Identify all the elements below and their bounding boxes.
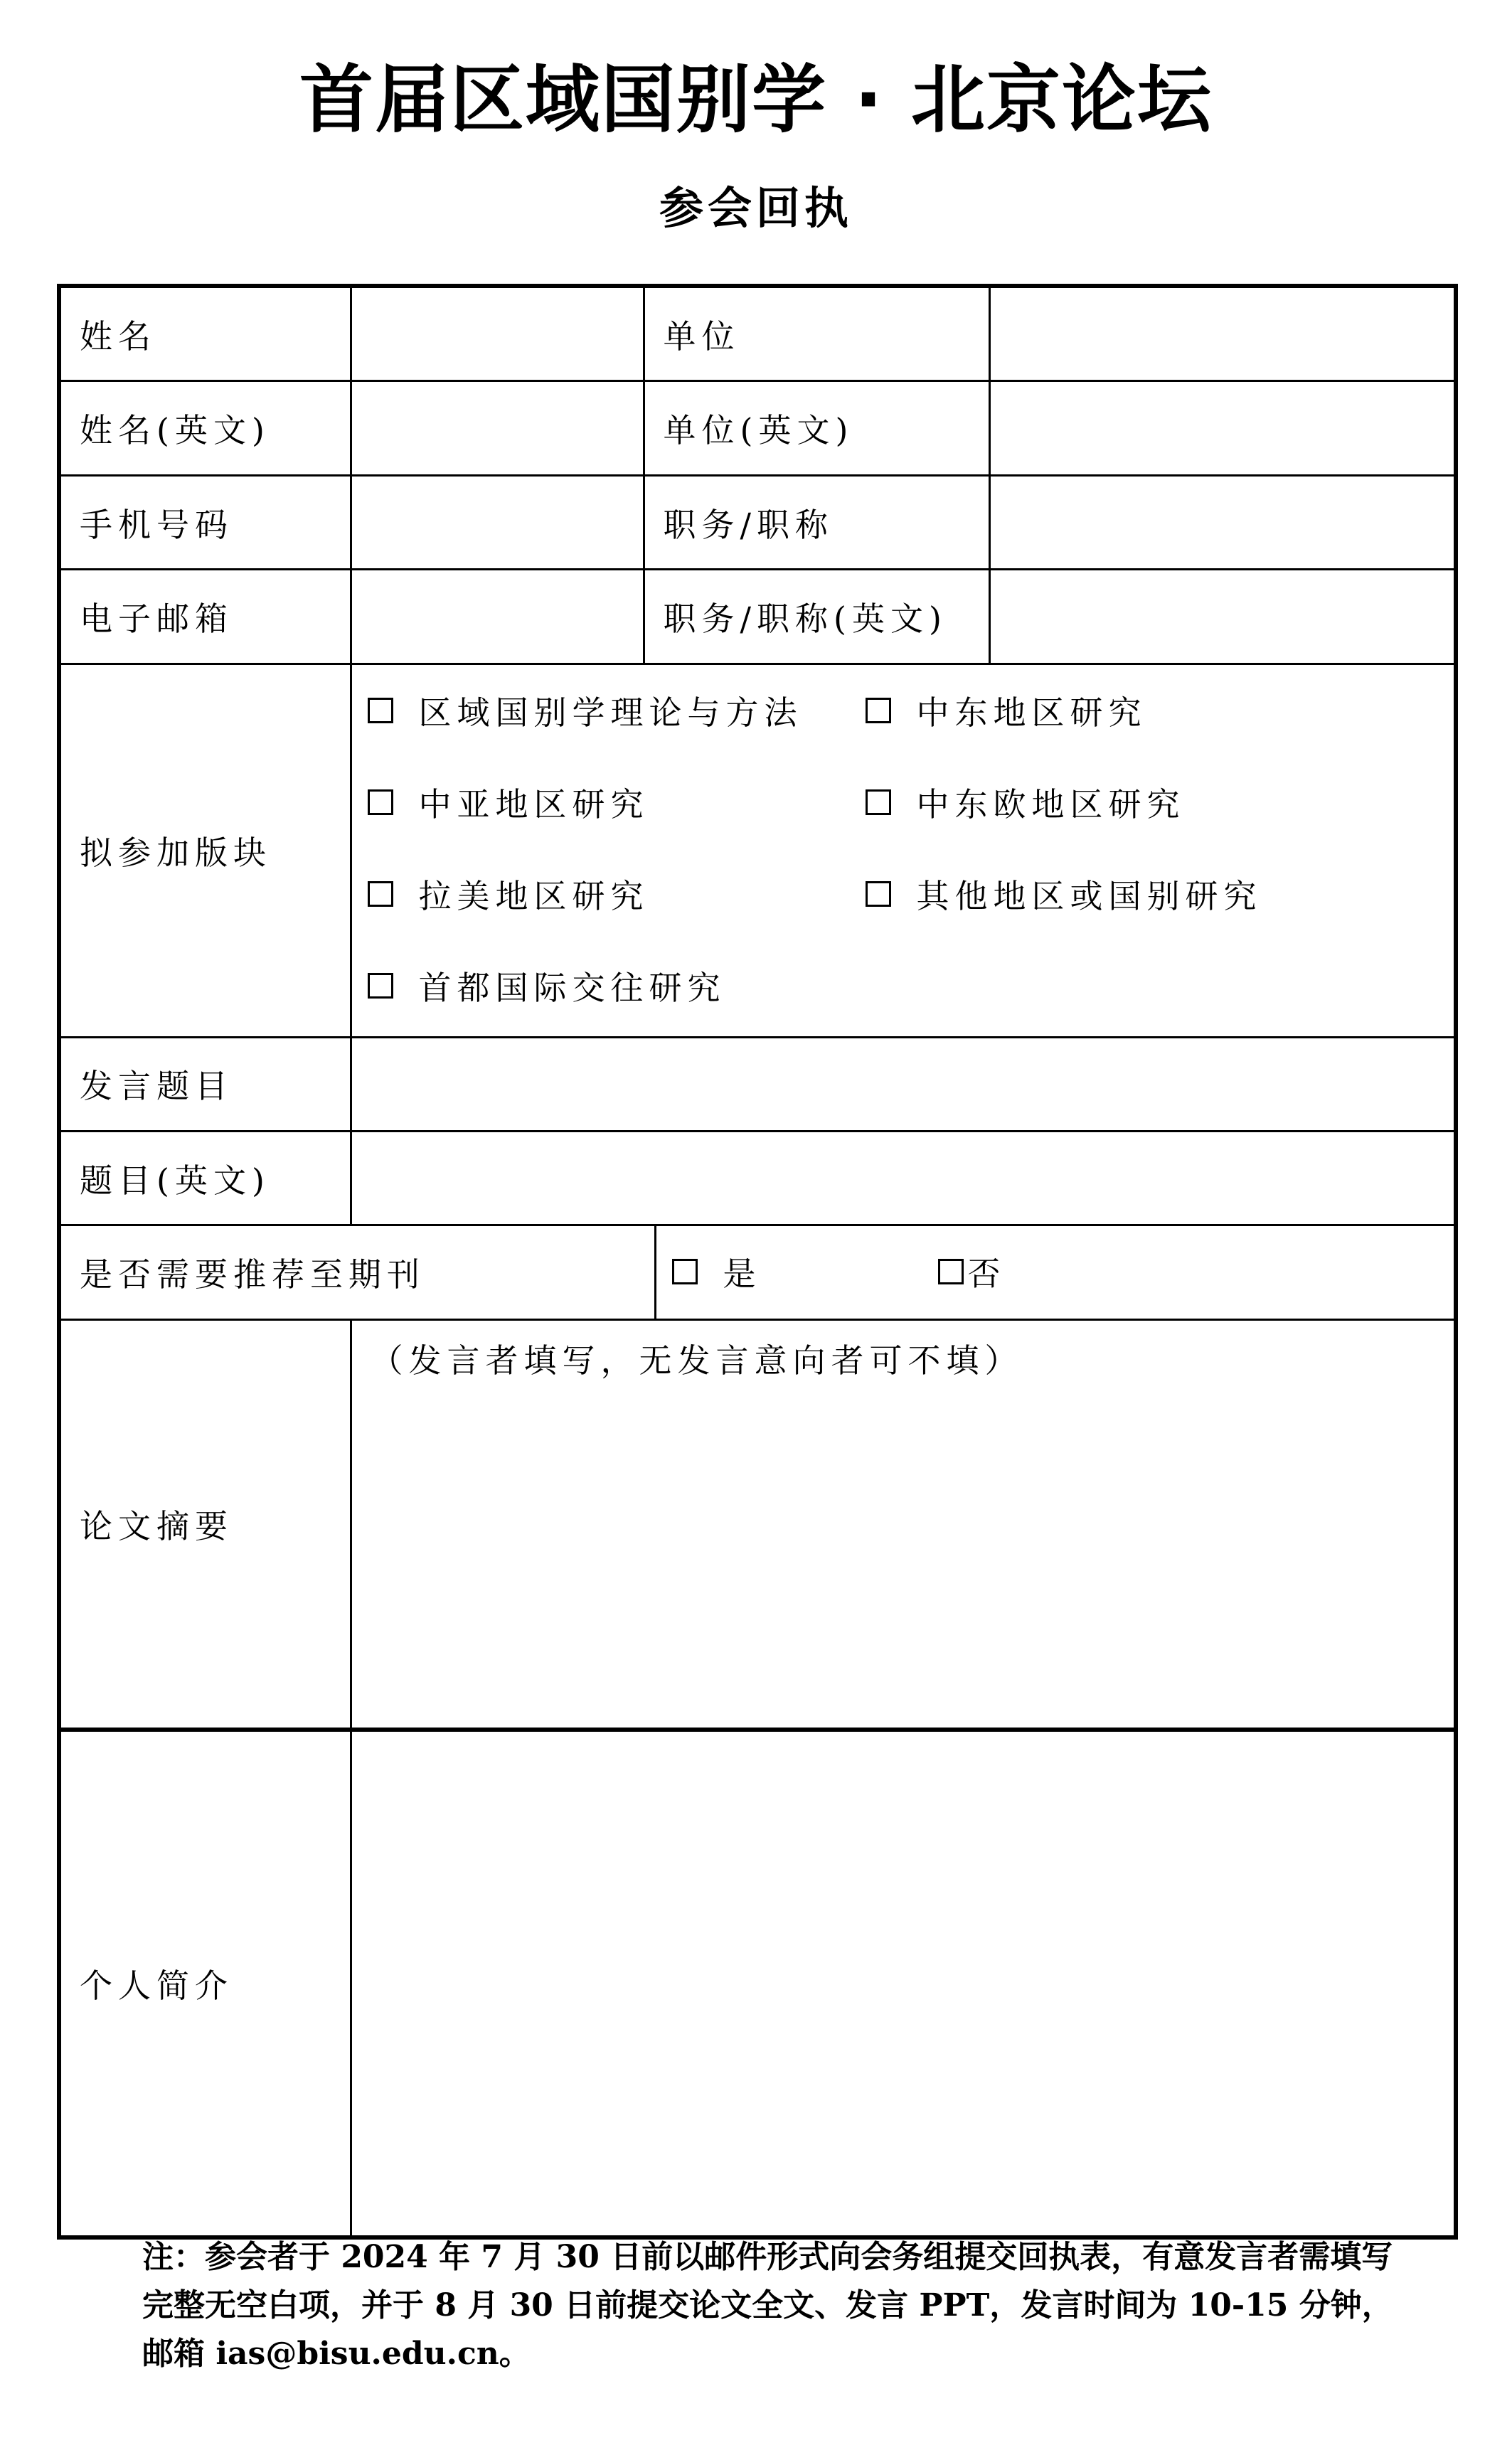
footnote-line: 注：参会者于 2024 年 7 月 30 日前以邮件形式向会务组提交回执表，有意发言者需填写 xyxy=(142,2239,1393,2275)
section-option-label: 中亚地区研究 xyxy=(418,784,649,824)
footnote-line: 完整无空白项，并于 8 月 30 日前提交论文全文、发言 PPT，发言时间为 10-15 分钟， xyxy=(142,2287,1393,2323)
section-option-label: 中东欧地区研究 xyxy=(916,784,1186,824)
email-field[interactable] xyxy=(351,570,644,664)
form-title: 首届区域国别学 · 北京论坛 xyxy=(299,56,1213,143)
row-topic xyxy=(59,1037,1456,1131)
section-option[interactable] xyxy=(368,774,649,831)
abstract-field[interactable]: （发言者填写，无发言意向者可不填） xyxy=(351,1319,1456,1730)
row-recommend xyxy=(59,1225,1456,1319)
checkbox-icon[interactable] xyxy=(368,881,393,907)
registration-form xyxy=(57,284,1458,2240)
unit-label: 单位 xyxy=(644,286,989,381)
phone-field[interactable] xyxy=(351,475,644,569)
checkbox-icon[interactable] xyxy=(368,973,393,999)
recommend-yes-label: 是 xyxy=(723,1255,762,1294)
checkbox-icon[interactable] xyxy=(866,698,891,723)
position-label: 职务/职称 xyxy=(644,475,989,569)
row-bio xyxy=(59,1730,1456,2237)
footnote xyxy=(142,2233,1422,2378)
topic-field[interactable] xyxy=(351,1037,1456,1131)
row-abstract xyxy=(59,1319,1456,1730)
topic-en-field[interactable] xyxy=(351,1131,1456,1225)
position-en-field[interactable] xyxy=(989,570,1456,664)
checkbox-icon[interactable] xyxy=(866,789,891,815)
recommend-no-option[interactable] xyxy=(938,1243,1006,1300)
row-name xyxy=(59,286,1456,381)
name-label: 姓名 xyxy=(59,286,351,381)
topic-label: 发言题目 xyxy=(59,1037,351,1131)
checkbox-icon[interactable] xyxy=(938,1259,964,1284)
section-option[interactable] xyxy=(866,866,1262,922)
checkbox-icon[interactable] xyxy=(368,698,393,723)
bio-label: 个人简介 xyxy=(59,1730,351,2237)
footnote-line: 邮箱 ias@bisu.edu.cn。 xyxy=(142,2336,531,2372)
unit-en-label: 单位(英文) xyxy=(644,381,989,475)
section-option-label: 首都国际交往研究 xyxy=(418,968,726,1007)
row-name-en xyxy=(59,381,1456,475)
name-en-field[interactable] xyxy=(351,381,644,475)
row-sections xyxy=(59,664,1456,1037)
section-label: 拟参加版块 xyxy=(59,664,351,1037)
row-topic-en xyxy=(59,1131,1456,1225)
topic-en-label: 题目(英文) xyxy=(59,1131,351,1225)
checkbox-icon[interactable] xyxy=(672,1259,698,1284)
section-option-label: 其他地区或国别研究 xyxy=(916,876,1262,915)
row-email xyxy=(59,570,1456,664)
email-label: 电子邮箱 xyxy=(59,570,351,664)
section-option[interactable] xyxy=(368,866,649,922)
section-option-label: 中东地区研究 xyxy=(916,693,1147,732)
recommend-no-label: 否 xyxy=(967,1255,1006,1294)
position-field[interactable] xyxy=(989,475,1456,569)
abstract-label: 论文摘要 xyxy=(59,1319,351,1730)
section-option[interactable] xyxy=(866,682,1147,739)
checkbox-icon[interactable] xyxy=(368,789,393,815)
bio-field[interactable] xyxy=(351,1730,1456,2237)
position-en-label: 职务/职称(英文) xyxy=(644,570,989,664)
checkbox-icon[interactable] xyxy=(866,881,891,907)
form-subtitle: 参会回执 xyxy=(659,182,853,234)
name-field[interactable] xyxy=(351,286,644,381)
section-option-label: 拉美地区研究 xyxy=(418,876,649,915)
recommend-label: 是否需要推荐至期刊 xyxy=(59,1225,655,1319)
name-en-label: 姓名(英文) xyxy=(59,381,351,475)
row-phone xyxy=(59,475,1456,569)
unit-en-field[interactable] xyxy=(989,381,1456,475)
section-option[interactable] xyxy=(368,682,803,739)
unit-field[interactable] xyxy=(989,286,1456,381)
section-option[interactable] xyxy=(368,957,726,1014)
recommend-options xyxy=(655,1225,1456,1319)
section-option-label: 区域国别学理论与方法 xyxy=(418,693,803,732)
recommend-yes-option[interactable] xyxy=(672,1243,762,1300)
section-options xyxy=(351,664,1456,1037)
section-option[interactable] xyxy=(866,774,1186,831)
phone-label: 手机号码 xyxy=(59,475,351,569)
